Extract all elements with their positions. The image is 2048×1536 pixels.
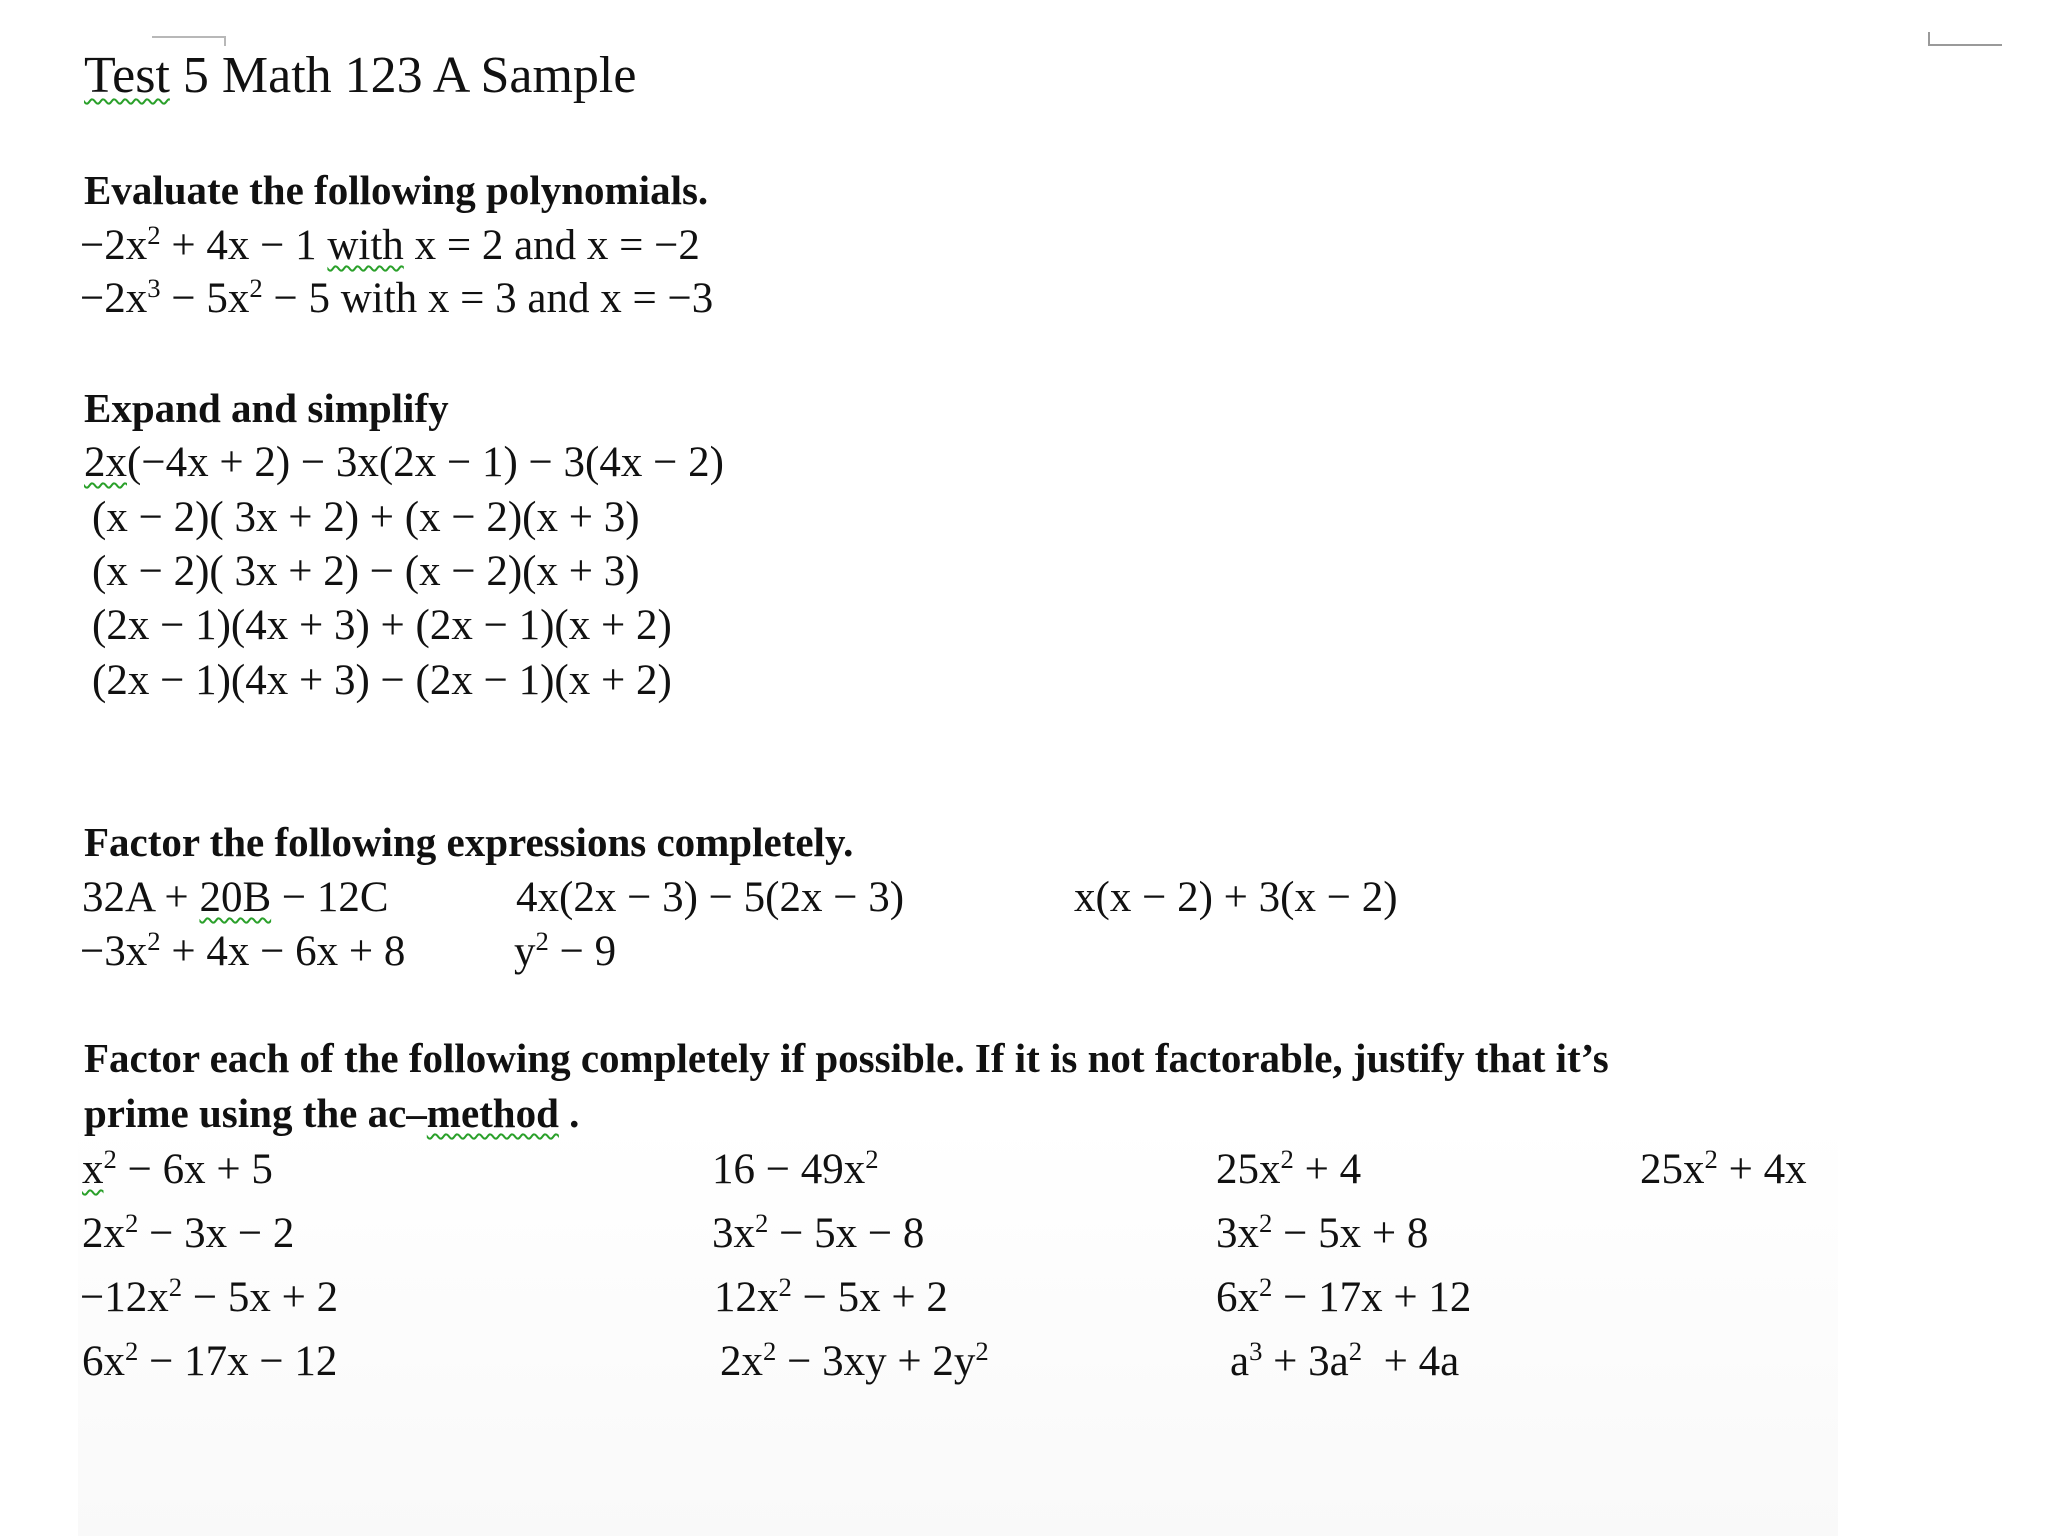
expr-part: 2x xyxy=(84,439,127,486)
section-evaluate-heading: Evaluate the following polynomials. xyxy=(84,167,709,213)
expr-part: −3x xyxy=(80,928,148,975)
expand-problem-5: (2x − 1)(4x + 3) − (2x − 1)(x + 2) xyxy=(92,657,672,704)
exponent: 2 xyxy=(778,1272,792,1303)
expr-part: 6x xyxy=(1216,1274,1259,1321)
expr-part: + 4a xyxy=(1362,1338,1460,1385)
expr-part: + 4x xyxy=(1717,1146,1807,1193)
expr-part: 32A + xyxy=(82,874,200,921)
expr-part: − 12C xyxy=(271,874,389,921)
expr-part: −2x xyxy=(80,222,148,269)
exponent: 2 xyxy=(763,1336,777,1367)
expr-part: 6x xyxy=(82,1338,125,1385)
expr-part: 25x xyxy=(1640,1146,1705,1193)
expr-part: y xyxy=(514,928,536,975)
factor-problem-5 xyxy=(514,926,617,975)
exponent: 2 xyxy=(1348,1336,1363,1367)
ac-problem xyxy=(82,1144,273,1193)
expr-part: − 5x + 8 xyxy=(1272,1210,1429,1257)
expr-part: + 4x − 1 xyxy=(160,222,328,269)
exponent: 3 xyxy=(1249,1336,1263,1367)
text-boundary-mark-left xyxy=(152,36,226,46)
expand-problem-1 xyxy=(84,441,724,484)
expr-part: x = 2 and x = −2 xyxy=(403,222,700,269)
expr-part: − 9 xyxy=(548,928,617,975)
factor-problem-1 xyxy=(82,876,389,919)
exponent: 2 xyxy=(1280,1144,1294,1175)
expr-part: 25x xyxy=(1216,1146,1281,1193)
expr-part: − 5x + 2 xyxy=(182,1274,339,1321)
expr-part: 12x xyxy=(714,1274,779,1321)
expr-part: − 3x − 2 xyxy=(138,1210,295,1257)
section-factor-ac-heading-line-2 xyxy=(84,1090,580,1136)
expr-part: 16 − 49x xyxy=(712,1146,866,1193)
ac-problem xyxy=(82,1208,295,1257)
expr-part: − 17x − 12 xyxy=(138,1338,338,1385)
exponent: 2 xyxy=(755,1208,769,1239)
expr-part: − 5x xyxy=(160,275,250,322)
exponent: 2 xyxy=(125,1336,139,1367)
expr-part: − 3xy + 2y xyxy=(776,1338,976,1385)
expr-part: 3x xyxy=(712,1210,755,1257)
title-word-test: Test xyxy=(84,47,170,104)
exponent: 2 xyxy=(147,220,161,251)
factor-problem-2: 4x(2x − 3) − 5(2x − 3) xyxy=(516,874,905,921)
expr-part: 2x xyxy=(720,1338,763,1385)
expr-part: 2x xyxy=(82,1210,125,1257)
expr-part: − 6x + 5 xyxy=(116,1146,273,1193)
expr-part: − 17x + 12 xyxy=(1272,1274,1472,1321)
heading-part: method xyxy=(426,1090,559,1136)
exponent: 2 xyxy=(1259,1208,1273,1239)
expr-part: + 4x − 6x + 8 xyxy=(160,928,406,975)
expr-part: + 4 xyxy=(1293,1146,1362,1193)
expand-problem-4: (2x − 1)(4x + 3) + (2x − 1)(x + 2) xyxy=(92,602,672,649)
expr-part: 3x xyxy=(1216,1210,1259,1257)
title-number: 5 xyxy=(182,47,209,104)
section-factor-heading: Factor the following expressions completely. xyxy=(84,819,854,865)
evaluate-problem-1 xyxy=(80,220,700,269)
expr-part: − 5x + 2 xyxy=(791,1274,948,1321)
expand-problem-2: (x − 2)( 3x + 2) + (x − 2)(x + 3) xyxy=(92,494,640,541)
exponent: 2 xyxy=(125,1208,139,1239)
exponent: 2 xyxy=(168,1272,183,1303)
ac-problem xyxy=(712,1144,879,1193)
heading-part: . xyxy=(558,1090,580,1136)
exponent: 2 xyxy=(1259,1272,1273,1303)
ac-problem xyxy=(720,1336,989,1385)
ac-problem xyxy=(714,1272,948,1321)
exponent: 2 xyxy=(249,273,263,304)
factor-problem-3: x(x − 2) + 3(x − 2) xyxy=(1074,874,1398,921)
exponent: 2 xyxy=(103,1144,117,1175)
title-rest: Math 123 A Sample xyxy=(221,47,637,104)
ac-problem xyxy=(1216,1208,1429,1257)
heading-part: prime using the ac– xyxy=(84,1090,427,1136)
exponent: 2 xyxy=(1704,1144,1718,1175)
expand-problem-3: (x − 2)( 3x + 2) − (x − 2)(x + 3) xyxy=(92,548,640,595)
exponent: 2 xyxy=(147,926,161,957)
expr-part: x xyxy=(82,1146,104,1193)
exponent: 2 xyxy=(865,1144,879,1175)
expr-part: (−4x + 2) − 3x(2x − 1) − 3(4x − 2) xyxy=(127,439,724,486)
expr-part: −12x xyxy=(80,1274,169,1321)
ac-problem xyxy=(1640,1144,1807,1193)
page-background xyxy=(78,1120,1838,1536)
document-title xyxy=(84,47,637,104)
section-expand-heading: Expand and simplify xyxy=(84,385,449,431)
ac-problem xyxy=(1230,1336,1460,1385)
expr-part: 20B xyxy=(199,874,272,921)
section-factor-ac-heading-line-1: Factor each of the following completely if possible. If it is not factorable, justify that it’s xyxy=(84,1035,1609,1081)
factor-problem-4 xyxy=(80,926,406,975)
ac-problem xyxy=(1216,1272,1472,1321)
expr-part: − 5 with x = 3 and x = −3 xyxy=(262,275,714,322)
exponent: 2 xyxy=(975,1336,989,1367)
ac-problem xyxy=(1216,1144,1362,1193)
ac-problem xyxy=(82,1336,338,1385)
exponent: 3 xyxy=(147,273,161,304)
expr-part: a xyxy=(1230,1338,1250,1385)
expr-part: −2x xyxy=(80,275,148,322)
evaluate-problem-2 xyxy=(80,273,714,322)
text-boundary-mark-right xyxy=(1928,32,2002,46)
exponent: 2 xyxy=(535,926,549,957)
ac-problem xyxy=(712,1208,925,1257)
expr-part: + 3a xyxy=(1262,1338,1349,1385)
ac-problem xyxy=(80,1272,339,1321)
expr-part: − 5x − 8 xyxy=(768,1210,925,1257)
expr-part: with xyxy=(327,222,404,269)
